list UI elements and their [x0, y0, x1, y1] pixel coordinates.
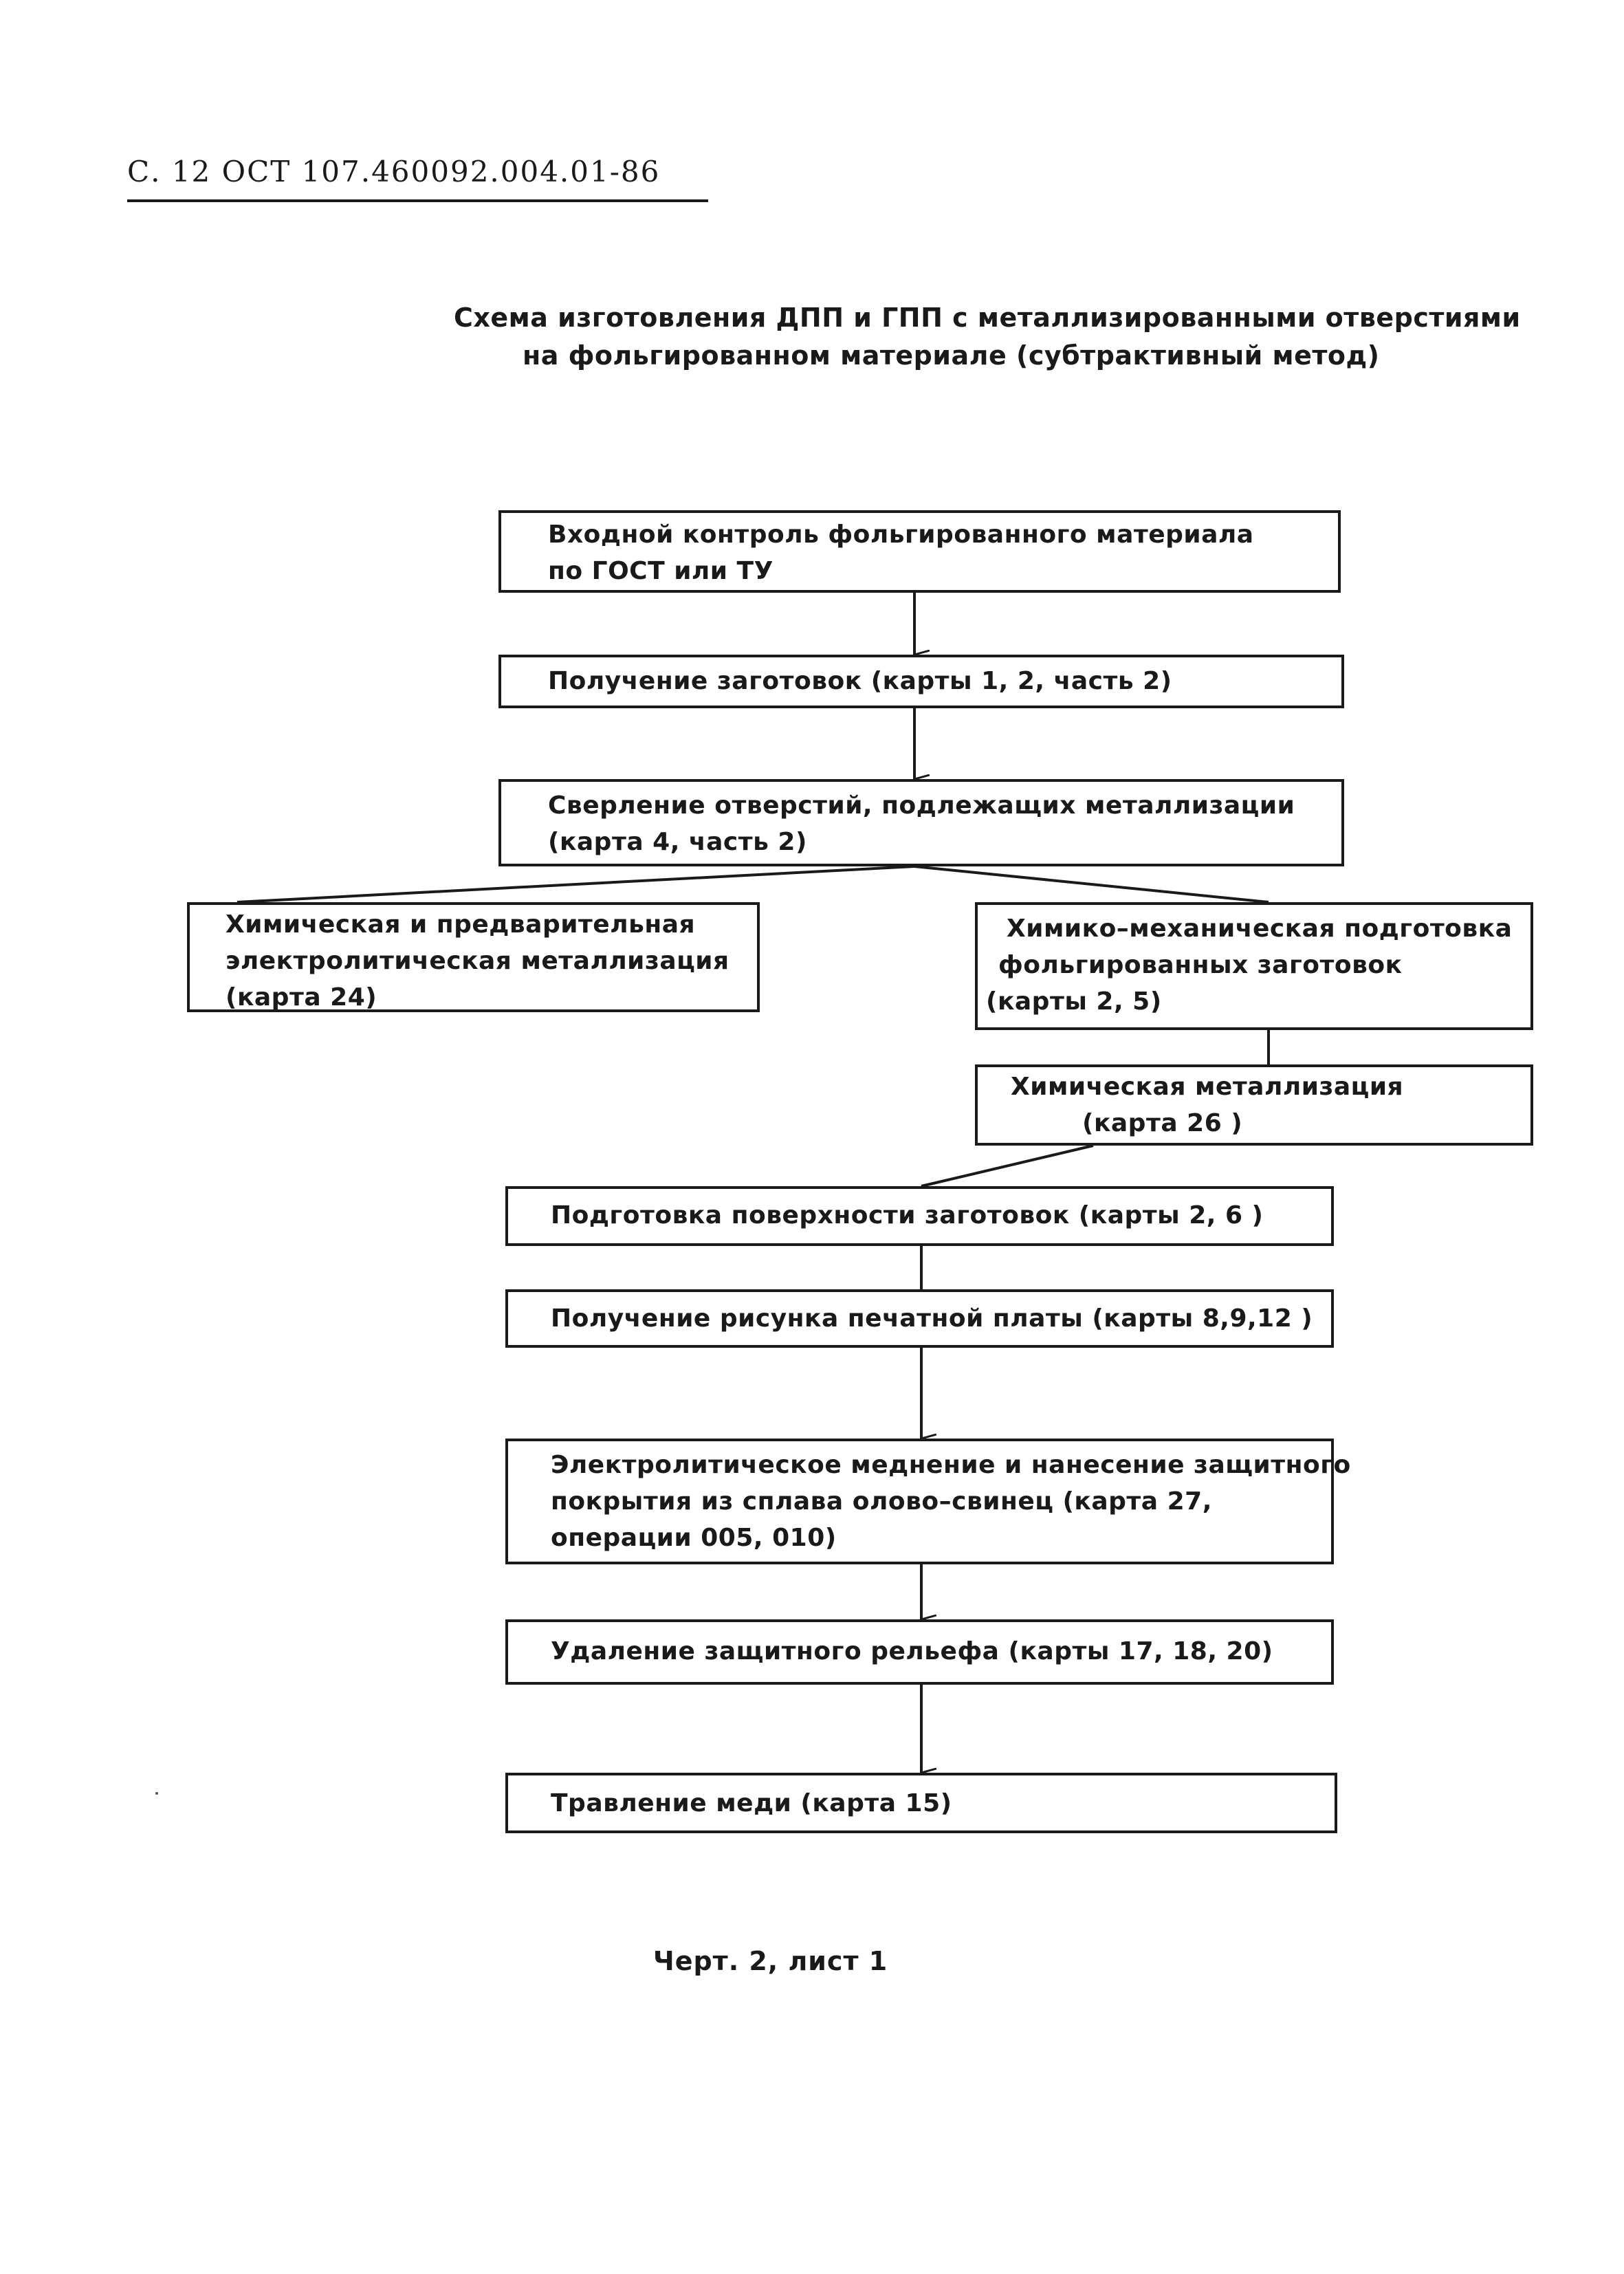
- step-text: (карта 4, часть 2): [548, 828, 807, 856]
- branch-left-line: [237, 866, 914, 902]
- step-hole-drilling: [498, 779, 1344, 866]
- step-protective-relief-removal: [505, 1619, 1334, 1685]
- step-text: покрытия из сплава олово–свинец (карта 27,: [551, 1487, 1212, 1516]
- step-incoming-inspection: [498, 510, 1341, 593]
- step-text: (карта 24): [226, 983, 377, 1012]
- step-surface-preparation: [505, 1186, 1334, 1246]
- step-copper-etching: [505, 1773, 1337, 1833]
- step-text: Подготовка поверхности заготовок (карты 2, 6 ): [551, 1201, 1264, 1229]
- step-text: Химическая и предварительная: [226, 910, 696, 939]
- step-text: Удаление защитного рельефа (карты 17, 18, 20): [551, 1637, 1273, 1665]
- diagram-title-line-1: Схема изготовления ДПП и ГПП с металлизированными отверстиями: [454, 303, 1521, 333]
- scan-dot: [155, 1792, 158, 1795]
- step-chemical-metallization: [975, 1064, 1533, 1146]
- step-text: Химическая металлизация: [1011, 1073, 1404, 1101]
- step-text: (карта 26 ): [1082, 1109, 1243, 1137]
- figure-caption: Черт. 2, лист 1: [653, 1946, 888, 1976]
- step-text: Сверление отверстий, подлежащих металлизации: [548, 791, 1295, 820]
- step-text: Получение заготовок (карты 1, 2, часть 2): [548, 667, 1172, 695]
- step-text: (карты 2, 5): [986, 987, 1162, 1016]
- step-text: фольгированных заготовок: [998, 951, 1403, 979]
- step-text: операции 005, 010): [551, 1524, 837, 1552]
- diagram-title-line-2: на фольгированном материале (субтрактивный метод): [523, 340, 1380, 371]
- step-text: Получение рисунка печатной платы (карты 8,9,12 ): [551, 1304, 1313, 1333]
- step-text: Травление меди (карта 15): [551, 1789, 952, 1817]
- step-text: Химико–механическая подготовка: [1007, 915, 1513, 943]
- step-chemical-mechanical-preparation: [975, 902, 1533, 1030]
- step-text: Электролитическое меднение и нанесение защитного: [551, 1451, 1351, 1479]
- step-pcb-pattern: [505, 1289, 1334, 1348]
- step-electrolytic-copper-plating: [505, 1439, 1351, 1564]
- merge-line: [921, 1146, 1093, 1186]
- step-text: Входной контроль фольгированного материала: [548, 521, 1254, 549]
- step-blank-preparation: [498, 655, 1344, 708]
- step-text: электролитическая металлизация: [226, 947, 729, 975]
- step-text: по ГОСТ или ТУ: [548, 557, 773, 585]
- step-chemical-electrolytic-metallization: [187, 902, 760, 1012]
- page-header: С. 12 ОСТ 107.460092.004.01-86: [127, 155, 661, 188]
- branch-right-line: [914, 866, 1269, 902]
